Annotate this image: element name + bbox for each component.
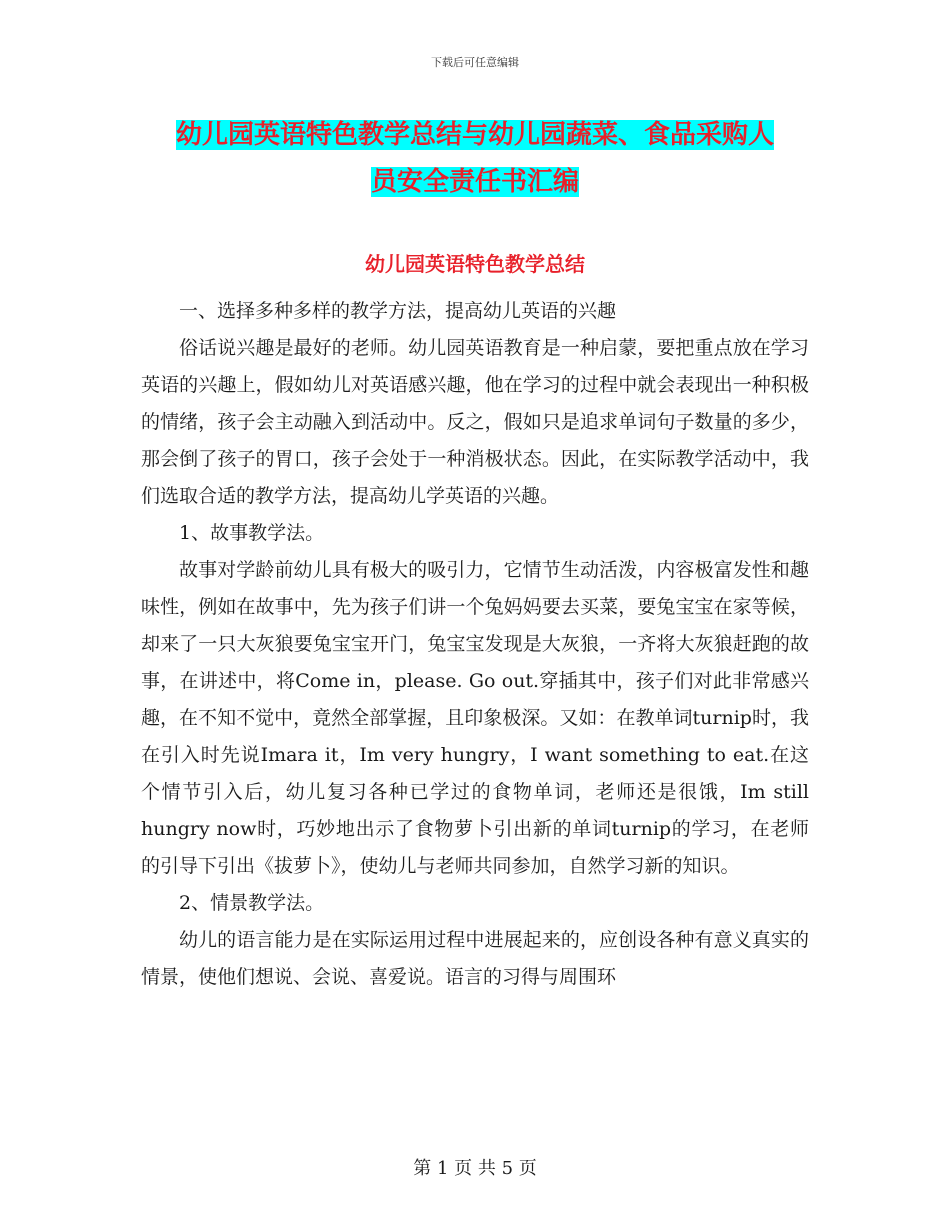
paragraph-heading-1: 一、选择多种多样的教学方法，提高幼儿英语的兴趣 — [179, 300, 617, 322]
header-note: 下载后可任意编辑 — [431, 56, 519, 69]
body-text — [141, 293, 809, 996]
paragraph-subheading-situation-method: 2、情景教学法。 — [179, 892, 325, 914]
page-number-footer: 第 1 页 共 5 页 — [413, 1158, 537, 1179]
document-title-line-1: 幼儿园英语特色教学总结与幼儿园蔬菜、食品采购人 — [175, 120, 774, 150]
paragraph: 故事对学龄前幼儿具有极大的吸引力，它情节生动活泼，内容极富发性和趣味性，例如在故事中，先为孩子们讲一个兔妈妈要去买菜，要兔宝宝在家等候，却来了一只大灰狼要兔宝宝开门，兔宝宝发现是大灰狼，一齐将大灰狼赶跑的故事，在讲述中，将Come in，please. Go out.穿插其中，孩子们对此非常感兴趣，在不知不觉中，竟然全部掌握，且印象极深。又如：在教单词turnip时，我在引入时先说Imara it，Im very hungry，I want something to eat.在这个情节引入后，幼儿复习各种已学过的食物单词，老师还是很饿，Im still hungry now时，巧妙地出示了食物萝卜引出新的单词turnip的学习，在老师的引导下引出《拔萝卜》，使幼儿与老师共同参加，自然学习新的知识。 — [141, 559, 809, 877]
section-title: 幼儿园英语特色教学总结 — [365, 252, 585, 276]
document-title — [140, 112, 810, 206]
paragraph-subheading-story-method: 1、故事教学法。 — [179, 522, 325, 544]
document-title-line-2: 员安全责任书汇编 — [370, 167, 579, 197]
paragraph: 幼儿的语言能力是在实际运用过程中进展起来的，应创设各种有意义真实的情景，使他们想说、会说、喜爱说。语言的习得与周围环 — [141, 929, 809, 988]
paragraph: 俗话说兴趣是最好的老师。幼儿园英语教育是一种启蒙，要把重点放在学习英语的兴趣上，假如幼儿对英语感兴趣，他在学习的过程中就会表现出一种积极的情绪，孩子会主动融入到活动中。反之，假如只是追求单词句子数量的多少，那会倒了孩子的胃口，孩子会处于一种消极状态。因此，在实际教学活动中，我们选取合适的教学方法，提高幼儿学英语的兴趣。 — [141, 337, 809, 507]
